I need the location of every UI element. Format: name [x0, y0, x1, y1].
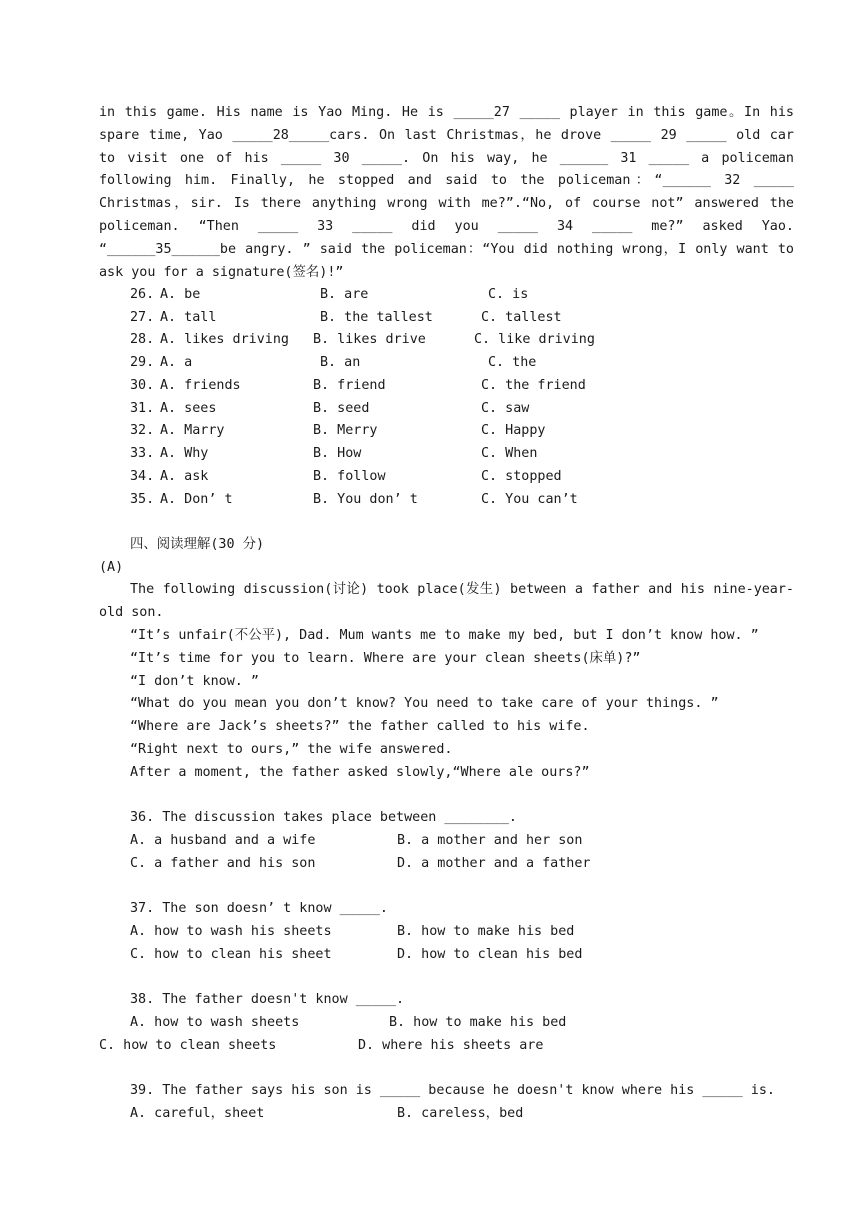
option-c: C. Happy	[481, 423, 546, 438]
option-a: A. friends	[160, 378, 241, 393]
question-stem: 37. The son doesn’ t know _____.	[130, 901, 388, 916]
option-a: A. likes driving	[160, 332, 289, 347]
option-a: A. be	[160, 287, 201, 302]
dialogue-line: “Where are Jack’s sheets?” the father called to his wife.	[130, 719, 590, 734]
option-c: C. stopped	[481, 469, 562, 484]
question-number: 27.	[130, 310, 155, 325]
option-c: C. like driving	[474, 332, 595, 347]
question-stem: 39. The father says his son is _____ because he doesn't know where his _____ is.	[130, 1083, 775, 1098]
dialogue-line: “It’s unfair(不公平), Dad. Mum wants me to make my bed, but I don’t know how. ”	[130, 628, 759, 643]
dialogue-line: After a moment, the father asked slowly,“Where ale ours?”	[130, 765, 590, 780]
dialogue-line: “I don’t know. ”	[130, 674, 259, 689]
question-number: 26.	[130, 287, 155, 302]
option-c: C. the friend	[481, 378, 586, 393]
option-b: B. seed	[313, 401, 370, 416]
option-c: C. saw	[481, 401, 530, 416]
option-b: B. a mother and her son	[397, 833, 583, 848]
option-b: B. Merry	[313, 423, 378, 438]
question-stem: 36. The discussion takes place between ________.	[130, 810, 517, 825]
cloze-passage: in this game. His name is Yao Ming. He is _____27 _____ player in this game。In his spare time, Yao _____28_____cars. On last Christmas，he drove _____ 29 _____ old car to visit one of his _____ 30 _____. On his way, he ______ 31 _____ a policeman following him. Finally, he stopped and said to the policeman：“______ 32 _____ Christmas，sir. Is there anything wrong with me?”.“No, of course not” answered the policeman. “Then _____ 33 _____ did you _____ 34 _____ me?” asked Yao. “______35______be angry. ” said the policeman：“You did nothing wrong，I only want to ask you for a signature(签名)!”	[99, 105, 794, 280]
option-d: D. a mother and a father	[397, 856, 591, 871]
option-b: B. an	[320, 355, 361, 370]
option-b: B. careless，bed	[397, 1106, 524, 1121]
option-b: B. likes drive	[313, 332, 426, 347]
option-a: A. ask	[160, 469, 209, 484]
question-number: 30.	[130, 378, 155, 393]
question-number: 32.	[130, 423, 155, 438]
reading-intro: The following discussion(讨论) took place(发生) between a father and his nine-year-old son.	[99, 582, 794, 620]
option-a: A. Marry	[160, 423, 225, 438]
option-c: C. how to clean his sheet	[130, 947, 332, 962]
option-d: D. how to clean his bed	[397, 947, 583, 962]
dialogue-line: “It’s time for you to learn. Where are your clean sheets(床单)?”	[130, 651, 641, 666]
option-c: C. the	[488, 355, 537, 370]
section-title: 四、阅读理解(30 分)	[130, 537, 265, 552]
option-b: B. How	[313, 446, 362, 461]
option-b: B. are	[320, 287, 369, 302]
option-a: A. Why	[160, 446, 209, 461]
option-a: A. Don’ t	[160, 492, 233, 507]
option-a: A. how to wash sheets	[130, 1015, 300, 1030]
option-b: B. friend	[313, 378, 386, 393]
option-c: C. a father and his son	[130, 856, 316, 871]
option-a: A. tall	[160, 310, 217, 325]
option-a: A. sees	[160, 401, 217, 416]
option-b: B. the tallest	[320, 310, 433, 325]
question-stem: 38. The father doesn't know _____.	[130, 992, 405, 1007]
question-number: 33.	[130, 446, 155, 461]
question-number: 31.	[130, 401, 155, 416]
option-c: C. is	[488, 287, 529, 302]
option-a: A. careful，sheet	[130, 1106, 265, 1121]
option-a: A. a	[160, 355, 193, 370]
option-b: B. You don’ t	[313, 492, 418, 507]
question-number: 34.	[130, 469, 155, 484]
option-a: A. how to wash his sheets	[130, 924, 332, 939]
option-c: C. You can’t	[481, 492, 578, 507]
option-b: B. follow	[313, 469, 386, 484]
part-label: (A)	[99, 560, 124, 575]
question-number: 28.	[130, 332, 155, 347]
dialogue-line: “Right next to ours,” the wife answered.	[130, 742, 453, 757]
question-number: 29.	[130, 355, 155, 370]
option-b: B. how to make his bed	[389, 1015, 567, 1030]
option-d: D. where his sheets are	[358, 1038, 544, 1053]
option-c: C. how to clean sheets	[99, 1038, 277, 1053]
option-a: A. a husband and a wife	[130, 833, 316, 848]
dialogue-line: “What do you mean you don’t know? You need to take care of your things. ”	[130, 696, 719, 711]
option-b: B. how to make his bed	[397, 924, 575, 939]
option-c: C. When	[481, 446, 538, 461]
option-c: C. tallest	[481, 310, 562, 325]
question-number: 35.	[130, 492, 155, 507]
